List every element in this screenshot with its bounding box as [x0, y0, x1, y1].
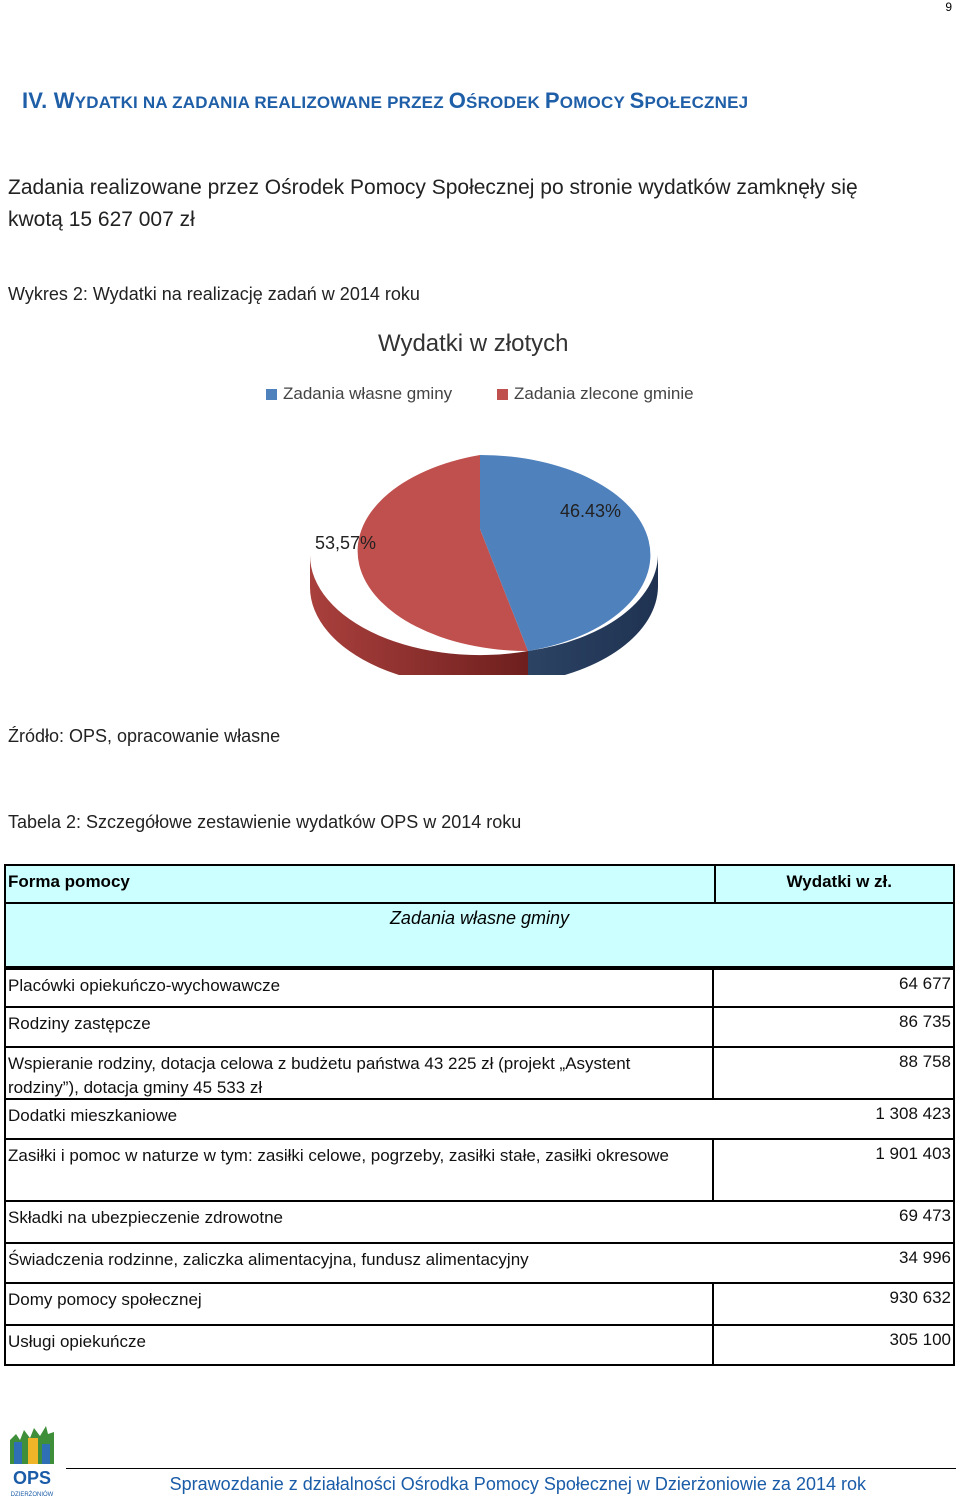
table-row	[4, 1326, 955, 1366]
svg-text:DZIERŻONIÓW: DZIERŻONIÓW	[10, 1492, 54, 1498]
row-value: 34 996	[899, 1248, 951, 1267]
row-label: Placówki opiekuńczo-wychowawcze	[8, 976, 281, 995]
row-value: 1 901 403	[875, 1144, 951, 1163]
legend-swatch-commissioned	[497, 389, 508, 400]
row-label: Dodatki mieszkaniowe	[8, 1106, 178, 1125]
row-value: 86 735	[899, 1012, 951, 1031]
legend-swatch-own	[266, 389, 277, 400]
table-row	[4, 1048, 955, 1100]
col-header-form: Forma pomocy	[6, 866, 716, 904]
row-value: 305 100	[889, 1330, 951, 1349]
row-value: 69 473	[899, 1206, 951, 1225]
row-value: 1 308 423	[875, 1104, 951, 1123]
table-row	[4, 1244, 955, 1284]
row-value: 88 758	[899, 1052, 951, 1071]
row-label: Świadczenia rodzinne, zaliczka alimentacyjna, fundusz alimentacyjny	[8, 1250, 529, 1269]
row-label: Wspieranie rodziny, dotacja celowa z budżetu państwa 43 225 zł (projekt „Asystent rodziny”), dotacja gminy 45 533 zł	[8, 1054, 631, 1097]
pie-chart	[290, 445, 670, 675]
chart-title: Wydatki w złotych	[378, 330, 569, 357]
table-row	[4, 1284, 955, 1326]
legend-label-own: Zadania własne gminy	[283, 384, 453, 403]
svg-text:OPS: OPS	[12, 1468, 52, 1488]
intro-paragraph: Zadania realizowane przez Ośrodek Pomocy Społecznej po stronie wydatków zamknęły się kwotą 15 627 007 zł	[8, 176, 858, 231]
chart-source: Źródło: OPS, opracowanie własne	[8, 726, 281, 746]
data-label-own: 46.43%	[560, 501, 622, 521]
legend-item-own	[266, 384, 452, 404]
row-label: Domy pomocy społecznej	[8, 1290, 202, 1309]
section-heading: IV. WYDATKI NA ZADANIA REALIZOWANE PRZEZ OŚRODEK POMOCY SPOŁECZNEJ	[22, 88, 749, 113]
legend-label-commissioned: Zadania zlecone gminie	[514, 384, 694, 403]
row-value: 64 677	[899, 974, 951, 993]
section-header: Zadania własne gminy	[389, 908, 570, 928]
footer-text: Sprawozdanie z działalności Ośrodka Pomocy Społecznej w Dzierżoniowie za 2014 rok	[169, 1474, 866, 1494]
page-number: 9	[945, 0, 952, 14]
row-label: Rodziny zastępcze	[8, 1014, 151, 1033]
table-row	[4, 1202, 955, 1244]
row-label: Zasiłki i pomoc w naturze w tym: zasiłki celowe, pogrzeby, zasiłki stałe, zasiłki okresowe	[8, 1146, 670, 1165]
table-row	[4, 1140, 955, 1202]
footer-rule	[66, 1468, 956, 1469]
data-label-commissioned: 53,57%	[315, 533, 377, 553]
row-label: Składki na ubezpieczenie zdrowotne	[8, 1208, 284, 1227]
col-header-expenses: Wydatki w zł.	[714, 866, 953, 904]
table-row	[4, 1008, 955, 1048]
table-header	[4, 864, 955, 968]
ops-logo-icon	[4, 1420, 60, 1500]
row-value: 930 632	[889, 1288, 951, 1307]
chart-caption: Wykres 2: Wydatki na realizację zadań w 2014 roku	[8, 284, 420, 304]
table-row	[4, 968, 955, 1008]
table-row	[4, 1100, 955, 1140]
row-label: Usługi opiekuńcze	[8, 1332, 146, 1351]
table-caption: Tabela 2: Szczegółowe zestawienie wydatków OPS w 2014 roku	[8, 812, 522, 832]
legend-item-commissioned	[497, 384, 694, 404]
